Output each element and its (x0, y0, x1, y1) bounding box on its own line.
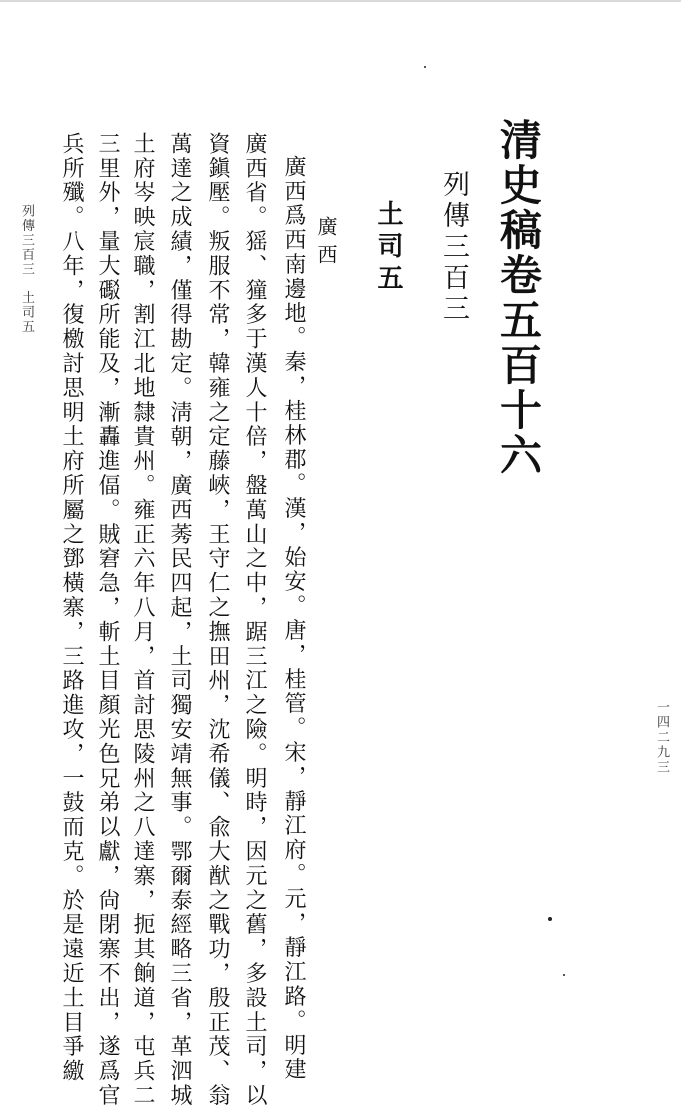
text-column-3: 資鎭壓。叛服不常，韓雍之定藤峽，王守仁之撫田州，沈希儀、兪大猷之戰功，殷正茂、翁 (205, 132, 230, 1108)
text-column-6: 三里外，量大礟所能及，漸轟進偪。賊窘急，斬土目顏光色兄弟以獻，尙閉寨不出，遂爲官 (95, 132, 120, 1108)
volume-title: 清史稿卷五百十六 (494, 118, 543, 478)
section-heading: 土司五 (373, 200, 403, 296)
running-header-section: 土司五 (19, 290, 34, 334)
running-header (20, 204, 33, 334)
print-speck (563, 974, 565, 976)
print-speck (548, 917, 552, 921)
text-column-1: 廣西爲西南邊地。秦，桂林郡。漢，始安。唐，桂管。宋，靜江府。元，靜江路。明建 (281, 155, 306, 1083)
text-column-2: 廣西省。猺、獞多于漢人十倍，盤萬山之中，踞三江之險。明時，因元之舊，多設土司，以 (242, 132, 267, 1108)
running-header-volume: 列傳三百三 (19, 204, 34, 277)
text-column-4: 萬達之成績，僅得勘定。淸朝，廣西莠民四起，土司獨安靖無事。鄂爾泰經略三省，革泗城 (167, 132, 192, 1108)
text-column-5: 土府岑映宸職，割江北地隸貴州。雍正六年八月，首討思陵州之八達寨，扼其餉道，屯兵二 (130, 132, 155, 1108)
print-speck (424, 66, 426, 68)
page-number: 一四二九三 (654, 700, 669, 775)
biography-subtitle: 列傳三百三 (438, 170, 469, 325)
region-heading: 廣西 (314, 216, 338, 272)
top-border (0, 0, 681, 2)
text-column-7: 兵所殲。八年，復檄討思明土府所屬之鄧橫寨，三路進攻，一鼓而克。於是遠近土目爭繳 (59, 132, 84, 1084)
